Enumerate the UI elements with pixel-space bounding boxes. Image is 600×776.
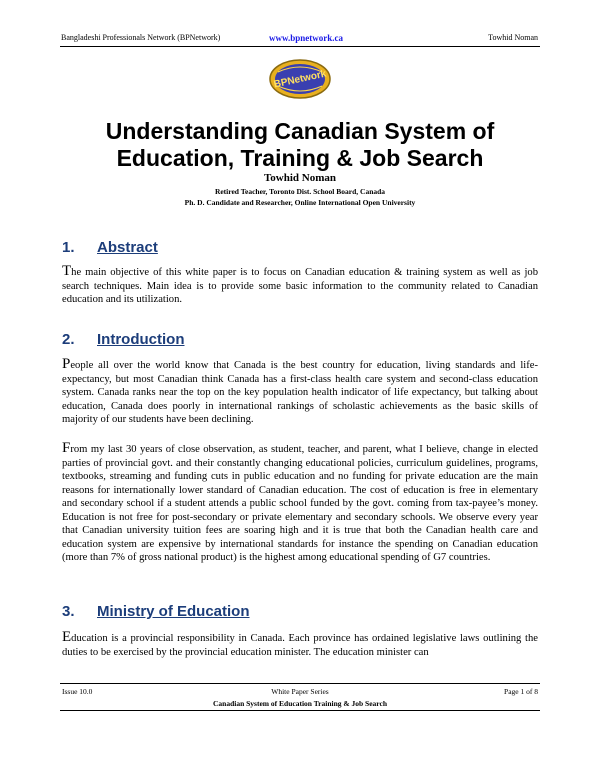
footer-document-title: Canadian System of Education Training & Job Search: [213, 699, 387, 708]
section-heading-ministry-of-education: [62, 603, 250, 620]
author-affiliation-2: Ph. D. Candidate and Researcher, Online International Open University: [184, 198, 416, 207]
header-author: Towhid Noman: [488, 33, 538, 42]
paragraph-text: rom my last 30 years of close observation, as student, teacher, and parent, what I believe, change in elected parties of provincial govt. and their constantly changing educational policies, curriculum guidelines, programs, textbooks, streaming and funding cuts in public education and no funding for private education are the main reasons for internationally lower standard of Canadian education. The cost of education is free in elementary and secondary school if a student attends a public school funded by the govt. coming from tax-payee’s money. Education is not free for post-secondary or private elementary and secondary schools. We observe every year that Canadian university tuition fees are soaring high and it is true that both the Canadian health care and education system are expensive by international standards for instance the spending on Canadian education (more than 7% of gross national product) is the highest among educational spending of G7 countries.: [62, 444, 538, 563]
bpnetwork-logo: [268, 58, 332, 100]
introduction-paragraph-2: [62, 442, 538, 565]
footer-issue: Issue 10.0: [62, 687, 93, 696]
footer-page-number: Page 1 of 8: [504, 687, 538, 696]
paragraph-text: he main objective of this white paper is to focus on Canadian education & training system as well as job search techniques. Main idea is to provide some basic information to the community related to Canadian education and its utilization.: [62, 267, 538, 305]
header-website-link[interactable]: www.bpnetwork.ca: [269, 33, 344, 43]
section-number: 3.: [62, 603, 75, 620]
title-line-2: Education, Training & Job Search: [116, 145, 484, 171]
section-title: Introduction: [97, 331, 185, 348]
drop-cap: P: [62, 356, 71, 372]
section-number: 2.: [62, 331, 75, 348]
drop-cap: F: [62, 440, 71, 456]
header-organization: Bangladeshi Professionals Network (BPNetwork): [61, 33, 221, 42]
footer-divider: [60, 683, 540, 684]
section-heading-introduction: [62, 331, 184, 348]
section-heading-abstract: [62, 239, 158, 256]
author-name: Towhid Noman: [263, 172, 337, 184]
author-affiliation-1: Retired Teacher, Toronto Dist. School Board, Canada: [214, 187, 386, 196]
drop-cap: E: [62, 629, 72, 645]
footer-series: White Paper Series: [271, 687, 329, 696]
introduction-paragraph-1: [62, 358, 538, 427]
title-line-1: Understanding Canadian System of: [105, 118, 495, 144]
paragraph-text: eople all over the world know that Canada is the best country for education, living standards and life-expectancy, but most Canadian think Canada has a first-class health care system and second-class education system. Canada ranks near the top on the key population health indicator of life expectancy, but talking about education, Canada does poorly in international rankings of scholastic achievements as the basic skills of majority of our students have been declining.: [62, 360, 538, 425]
logo-text: BPNetwork: [272, 68, 328, 91]
footer-divider-bottom: [60, 710, 540, 711]
drop-cap: T: [62, 263, 72, 279]
paragraph-text: ducation is a provincial responsibility in Canada. Each province has ordained legislative laws outlining the duties to be exercised by the provincial education minister. The education minister can: [62, 633, 538, 658]
page-header: [60, 33, 540, 47]
section-title: Ministry of Education: [97, 603, 250, 620]
section-number: 1.: [62, 239, 75, 256]
ministry-paragraph: [62, 631, 538, 659]
section-title: Abstract: [97, 239, 158, 256]
abstract-paragraph: [62, 265, 538, 307]
document-title: [60, 118, 540, 172]
